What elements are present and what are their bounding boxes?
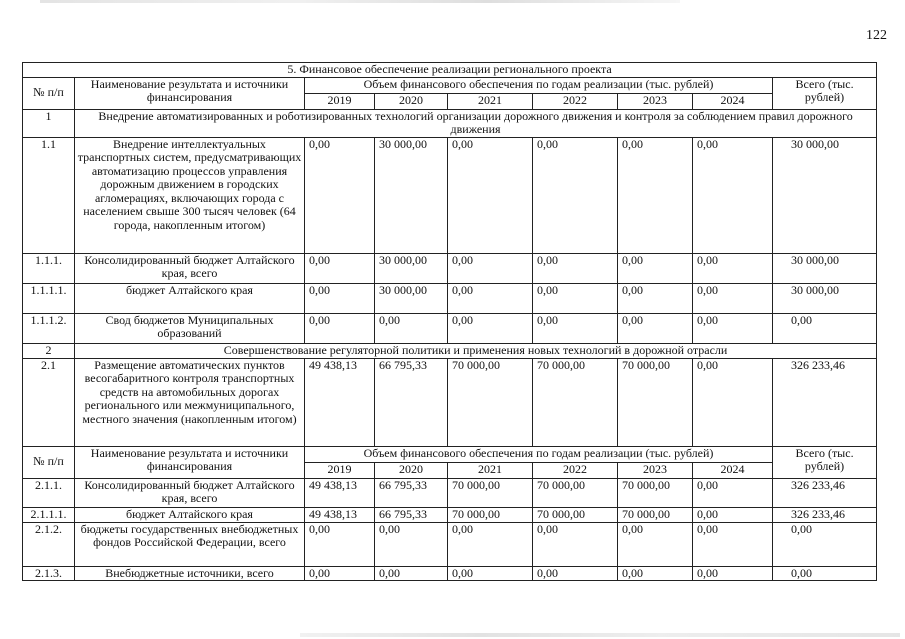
row-value: 49 438,13 [305, 507, 375, 522]
header-total: Всего (тыс. рублей) [773, 77, 877, 109]
row-total: 30 000,00 [773, 137, 877, 253]
section-row [23, 343, 877, 358]
row-num: 2.1.2. [23, 522, 75, 566]
header-name: Наименование результата и источники финансирования [75, 446, 305, 478]
row-total: 30 000,00 [773, 283, 877, 313]
row-value: 0,00 [693, 566, 773, 581]
row-value: 0,00 [305, 253, 375, 283]
row-num: 1.1.1. [23, 253, 75, 283]
row-value: 0,00 [618, 313, 693, 343]
header-year: 2021 [448, 93, 533, 109]
row-value: 70 000,00 [533, 507, 618, 522]
table-row [23, 358, 877, 446]
row-name: Размещение автоматических пунктов весогабаритного контроля транспортных средств на автомобильных дорогах регионального или межмуниципального, местного значения (накопленным итогом) [75, 358, 305, 446]
row-total: 326 233,46 [773, 358, 877, 446]
row-num: 2.1.1.1. [23, 507, 75, 522]
row-value: 0,00 [305, 313, 375, 343]
row-num: 1.1.1.1. [23, 283, 75, 313]
row-value: 0,00 [693, 478, 773, 507]
row-value: 0,00 [533, 253, 618, 283]
row-value: 70 000,00 [618, 358, 693, 446]
row-value: 0,00 [533, 313, 618, 343]
row-name: бюджет Алтайского края [75, 507, 305, 522]
row-value: 0,00 [693, 283, 773, 313]
row-value: 70 000,00 [618, 507, 693, 522]
row-value: 0,00 [693, 253, 773, 283]
row-value: 0,00 [448, 566, 533, 581]
row-value: 70 000,00 [618, 478, 693, 507]
finance-table [22, 62, 877, 581]
row-num: 1.1 [23, 137, 75, 253]
row-total: 0,00 [773, 522, 877, 566]
header-year: 2020 [375, 93, 448, 109]
header-year: 2020 [375, 462, 448, 478]
table-row [23, 137, 877, 253]
header-year: 2023 [618, 462, 693, 478]
row-value: 0,00 [448, 313, 533, 343]
row-value: 0,00 [448, 253, 533, 283]
table-row [23, 313, 877, 343]
header-year: 2024 [693, 462, 773, 478]
row-value: 66 795,33 [375, 478, 448, 507]
row-value: 30 000,00 [375, 253, 448, 283]
row-name: бюджеты государственных внебюджетных фондов Российской Федерации, всего [75, 522, 305, 566]
row-value: 0,00 [618, 253, 693, 283]
row-value: 0,00 [305, 566, 375, 581]
row-value: 0,00 [618, 522, 693, 566]
header-year: 2021 [448, 462, 533, 478]
header-year: 2022 [533, 93, 618, 109]
row-value: 0,00 [375, 566, 448, 581]
row-value: 0,00 [693, 137, 773, 253]
row-value: 70 000,00 [533, 358, 618, 446]
row-total: 326 233,46 [773, 478, 877, 507]
row-value: 0,00 [533, 283, 618, 313]
row-value: 0,00 [448, 137, 533, 253]
header-volume: Объем финансового обеспечения по годам реализации (тыс. рублей) [305, 446, 773, 462]
row-total: 0,00 [773, 566, 877, 581]
row-value: 70 000,00 [448, 507, 533, 522]
row-value: 0,00 [305, 522, 375, 566]
row-num: 2.1 [23, 358, 75, 446]
row-value: 0,00 [448, 522, 533, 566]
header-name: Наименование результата и источники финансирования [75, 77, 305, 109]
section-title: Внедрение автоматизированных и роботизированных технологий организации дорожного движения и контроля за соблюдением правил дорожного движения [75, 109, 877, 137]
table-row [23, 507, 877, 522]
row-name: Консолидированный бюджет Алтайского края, всего [75, 478, 305, 507]
row-total: 30 000,00 [773, 253, 877, 283]
row-value: 0,00 [375, 522, 448, 566]
row-value: 30 000,00 [375, 283, 448, 313]
header-year: 2019 [305, 462, 375, 478]
header-year: 2019 [305, 93, 375, 109]
page-number: 122 [866, 28, 887, 43]
header-year: 2022 [533, 462, 618, 478]
row-value: 30 000,00 [375, 137, 448, 253]
row-value: 0,00 [305, 283, 375, 313]
section-num: 1 [23, 109, 75, 137]
row-value: 66 795,33 [375, 358, 448, 446]
row-value: 70 000,00 [448, 358, 533, 446]
header-num: № п/п [23, 77, 75, 109]
row-value: 0,00 [305, 137, 375, 253]
row-value: 0,00 [618, 137, 693, 253]
row-value: 0,00 [693, 358, 773, 446]
row-name: Консолидированный бюджет Алтайского края, всего [75, 253, 305, 283]
row-total: 326 233,46 [773, 507, 877, 522]
header-volume: Объем финансового обеспечения по годам реализации (тыс. рублей) [305, 77, 773, 93]
row-name: Свод бюджетов Муниципальных образований [75, 313, 305, 343]
row-num: 1.1.1.2. [23, 313, 75, 343]
row-total: 0,00 [773, 313, 877, 343]
scan-artifact-top [40, 0, 680, 3]
table-row [23, 478, 877, 507]
header-num: № п/п [23, 446, 75, 478]
row-value: 49 438,13 [305, 478, 375, 507]
table-row [23, 253, 877, 283]
row-name: Внебюджетные источники, всего [75, 566, 305, 581]
row-value: 0,00 [448, 283, 533, 313]
row-value: 0,00 [533, 522, 618, 566]
row-num: 2.1.1. [23, 478, 75, 507]
row-value: 0,00 [618, 566, 693, 581]
row-value: 66 795,33 [375, 507, 448, 522]
table-title: 5. Финансовое обеспечение реализации регионального проекта [23, 63, 877, 78]
table-row [23, 283, 877, 313]
row-value: 0,00 [533, 137, 618, 253]
row-value: 0,00 [693, 522, 773, 566]
row-value: 0,00 [693, 507, 773, 522]
row-name: Внедрение интеллектуальных транспортных систем, предусматривающих автоматизацию процессов управления дорожным движением в городских агломерациях, включающих города с населением свыше 300 тысяч человек (64 города, накопленным итогом) [75, 137, 305, 253]
table-row [23, 566, 877, 581]
scan-artifact-bottom [300, 633, 900, 637]
row-value: 70 000,00 [448, 478, 533, 507]
header-year: 2024 [693, 93, 773, 109]
section-num: 2 [23, 343, 75, 358]
row-value: 0,00 [693, 313, 773, 343]
section-title: Совершенствование регуляторной политики и применения новых технологий в дорожной отрасли [75, 343, 877, 358]
repeat-header-row [23, 446, 877, 462]
row-value: 0,00 [375, 313, 448, 343]
row-value: 0,00 [618, 283, 693, 313]
row-num: 2.1.3. [23, 566, 75, 581]
row-value: 70 000,00 [533, 478, 618, 507]
header-year: 2023 [618, 93, 693, 109]
header-total: Всего (тыс. рублей) [773, 446, 877, 478]
table-row [23, 522, 877, 566]
row-value: 0,00 [533, 566, 618, 581]
row-name: бюджет Алтайского края [75, 283, 305, 313]
row-value: 49 438,13 [305, 358, 375, 446]
